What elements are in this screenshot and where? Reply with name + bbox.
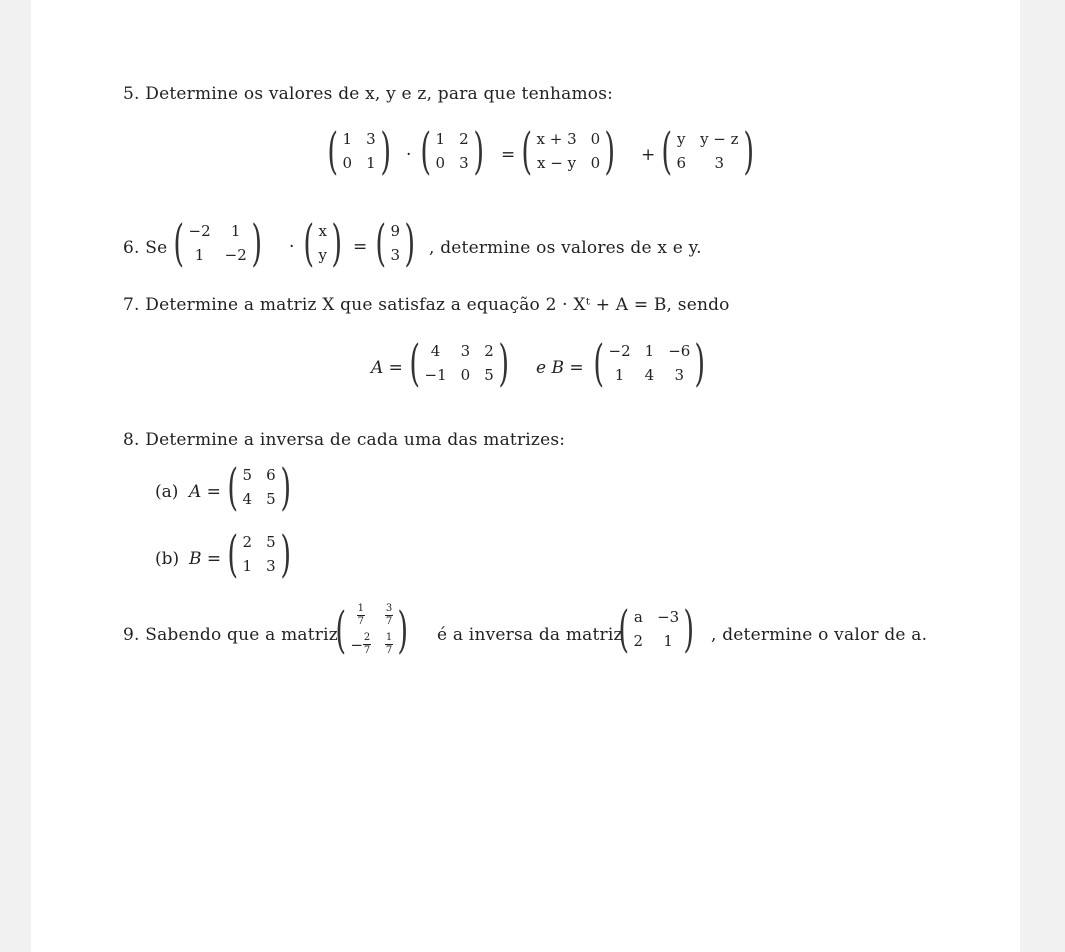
q9-mid: é a inversa da matriz <box>437 625 623 645</box>
left-paren: ( <box>661 122 673 180</box>
q7-matrix-a <box>405 334 513 392</box>
q7-matrix-b <box>589 334 710 392</box>
numerator: 1 <box>385 632 393 643</box>
fraction <box>363 633 371 656</box>
matrix-entry: 4 <box>644 366 655 384</box>
q6-matrix-1 <box>169 214 266 272</box>
matrix-entry: 2 <box>459 130 469 148</box>
left-paren: ( <box>173 214 185 272</box>
matrix-entry: a <box>633 608 643 626</box>
matrix-entry: −3 <box>657 608 680 626</box>
q5-m3-grid <box>537 130 601 172</box>
numerator: 3 <box>385 603 393 614</box>
matrix-entry: 2 <box>633 632 644 650</box>
matrix-entry: 3 <box>459 154 469 172</box>
q7-mid: e B = <box>536 358 584 378</box>
q5-m4-grid <box>677 130 739 172</box>
matrix-entry: x − y <box>537 154 577 172</box>
fraction-entry <box>385 604 393 627</box>
matrix-entry: y − z <box>700 130 739 148</box>
matrix-entry: 0 <box>590 154 601 172</box>
matrix-entry: 2 <box>242 533 253 551</box>
right-paren: ) <box>604 122 616 180</box>
matrix-entry: 1 <box>242 557 253 575</box>
left-paren: ( <box>593 334 605 392</box>
left-paren: ( <box>375 214 387 272</box>
q9-number: 9. <box>123 625 140 645</box>
matrix-entry: 3 <box>714 154 725 172</box>
q5-m1-grid <box>343 130 376 172</box>
q5-matrix-2 <box>416 122 488 180</box>
q5-plus: + <box>641 145 656 165</box>
right-paren: ) <box>280 525 291 583</box>
numerator: 2 <box>363 632 371 643</box>
right-paren: ) <box>404 214 416 272</box>
q8-matrix-a <box>223 458 295 516</box>
q5-m2-grid <box>436 130 469 172</box>
left-paren: ( <box>227 525 239 583</box>
right-paren: ) <box>380 122 391 180</box>
q5-number: 5. <box>123 84 140 104</box>
q6-se: Se <box>145 238 168 258</box>
matrix-entry: 1 <box>342 130 353 148</box>
matrix-entry: 5 <box>484 366 494 384</box>
matrix-entry: y <box>318 246 327 264</box>
q7-number: 7. <box>123 295 140 315</box>
q8-b-label: (b) <box>155 549 180 569</box>
q6-matrix-2 <box>299 214 347 272</box>
q6-tail: , determine os valores de x e y. <box>429 238 702 258</box>
matrix-entry: x <box>318 222 327 240</box>
right-paren: ) <box>280 458 291 516</box>
q5-matrix-1 <box>323 122 395 180</box>
matrix-entry: 1 <box>230 222 241 240</box>
q8-b-grid <box>243 533 276 575</box>
fraction <box>357 604 365 627</box>
q7-b-grid <box>609 342 691 384</box>
right-paren: ) <box>251 214 262 272</box>
q9-matrix-1 <box>331 601 413 659</box>
left-paren: ( <box>303 214 315 272</box>
left-paren: ( <box>327 122 339 180</box>
q5-matrix-3 <box>517 122 620 180</box>
matrix-entry: 6 <box>676 154 687 172</box>
q9-matrix-2 <box>614 600 699 658</box>
matrix-entry: −2 <box>224 246 247 264</box>
q9-tail: , determine o valor de a. <box>711 625 928 645</box>
q5-dot-1: · <box>406 145 412 165</box>
matrix-entry: 4 <box>242 490 253 508</box>
left-paren: ( <box>335 601 347 659</box>
numerator: 1 <box>357 603 364 614</box>
right-paren: ) <box>331 214 343 272</box>
q9-text: Sabendo que a matriz <box>145 625 338 645</box>
matrix-entry: 1 <box>614 366 625 384</box>
q5-matrix-4 <box>657 122 758 180</box>
matrix-entry: x + 3 <box>536 130 577 148</box>
q6-intro <box>123 238 167 258</box>
right-paren: ) <box>473 122 484 180</box>
q8-a-grid <box>243 466 276 508</box>
matrix-entry: 1 <box>644 342 655 360</box>
fraction <box>385 604 393 627</box>
matrix-entry: −2 <box>608 342 631 360</box>
q8-number: 8. <box>123 430 140 450</box>
left-paren: ( <box>420 122 432 180</box>
denominator: 7 <box>363 645 371 656</box>
q7-a-grid <box>425 342 494 384</box>
q7-a-label: A = <box>371 358 403 378</box>
q6-m1-grid <box>189 222 247 264</box>
matrix-entry: 3 <box>674 366 685 384</box>
q9-m2-grid <box>634 608 680 650</box>
q5-statement <box>123 84 613 104</box>
q6-number: 6. <box>123 238 140 258</box>
matrix-entry: −1 <box>424 366 447 384</box>
fraction-entry <box>351 604 372 627</box>
matrix-entry: 9 <box>390 222 401 240</box>
matrix-entry: 0 <box>342 154 353 172</box>
q9-m1-grid <box>351 604 394 656</box>
matrix-entry: 5 <box>242 466 253 484</box>
denominator: 7 <box>357 616 364 627</box>
matrix-entry: 5 <box>266 490 276 508</box>
q8-matrix-b <box>223 525 295 583</box>
q5-equals: = <box>501 145 516 165</box>
q5-text: Determine os valores de x, y e z, para que tenhamos: <box>145 84 614 104</box>
right-paren: ) <box>742 122 754 180</box>
fraction-entry <box>385 633 393 656</box>
q8-statement <box>123 430 565 450</box>
matrix-entry: 1 <box>435 130 446 148</box>
fraction-entry <box>351 633 372 656</box>
matrix-entry: −2 <box>188 222 211 240</box>
q6-m3-grid <box>391 222 401 264</box>
document-page <box>31 0 1020 952</box>
q8-a-label: (a) <box>155 482 179 502</box>
q6-dot: · <box>289 237 295 257</box>
left-paren: ( <box>618 600 630 658</box>
right-paren: ) <box>683 600 695 658</box>
matrix-entry: 1 <box>366 154 376 172</box>
right-paren: ) <box>498 334 509 392</box>
denominator: 7 <box>385 616 393 627</box>
matrix-entry: 3 <box>366 130 376 148</box>
left-paren: ( <box>521 122 533 180</box>
right-paren: ) <box>397 601 409 659</box>
matrix-entry: 3 <box>390 246 401 264</box>
q9-intro <box>123 625 338 645</box>
left-paren: ( <box>227 458 239 516</box>
q7-text: Determine a matriz X que satisfaz a equação 2 · Xᵗ + A = B, sendo <box>145 295 730 315</box>
q7-statement <box>123 295 730 315</box>
matrix-entry: 3 <box>460 342 471 360</box>
q6-equals: = <box>353 237 368 257</box>
denominator: 7 <box>385 645 393 656</box>
matrix-entry: 3 <box>266 557 276 575</box>
matrix-entry: 5 <box>266 533 276 551</box>
matrix-entry: 6 <box>266 466 276 484</box>
matrix-entry: 1 <box>663 632 673 650</box>
matrix-entry: 0 <box>460 366 471 384</box>
q6-m2-grid <box>319 222 327 264</box>
left-paren: ( <box>409 334 421 392</box>
matrix-entry: −6 <box>668 342 691 360</box>
q8-a-eq: A = <box>189 482 221 502</box>
q6-matrix-3 <box>371 214 420 272</box>
matrix-entry: 0 <box>435 154 446 172</box>
fraction <box>385 633 393 656</box>
matrix-entry: y <box>677 130 686 148</box>
q8-text: Determine a inversa de cada uma das matrizes: <box>145 430 566 450</box>
matrix-entry: 4 <box>430 342 441 360</box>
matrix-entry: 0 <box>590 130 601 148</box>
q8-b-eq: B = <box>189 549 222 569</box>
fraction-sign: − <box>350 635 364 654</box>
matrix-entry: 2 <box>484 342 494 360</box>
matrix-entry: 1 <box>194 246 205 264</box>
right-paren: ) <box>694 334 706 392</box>
